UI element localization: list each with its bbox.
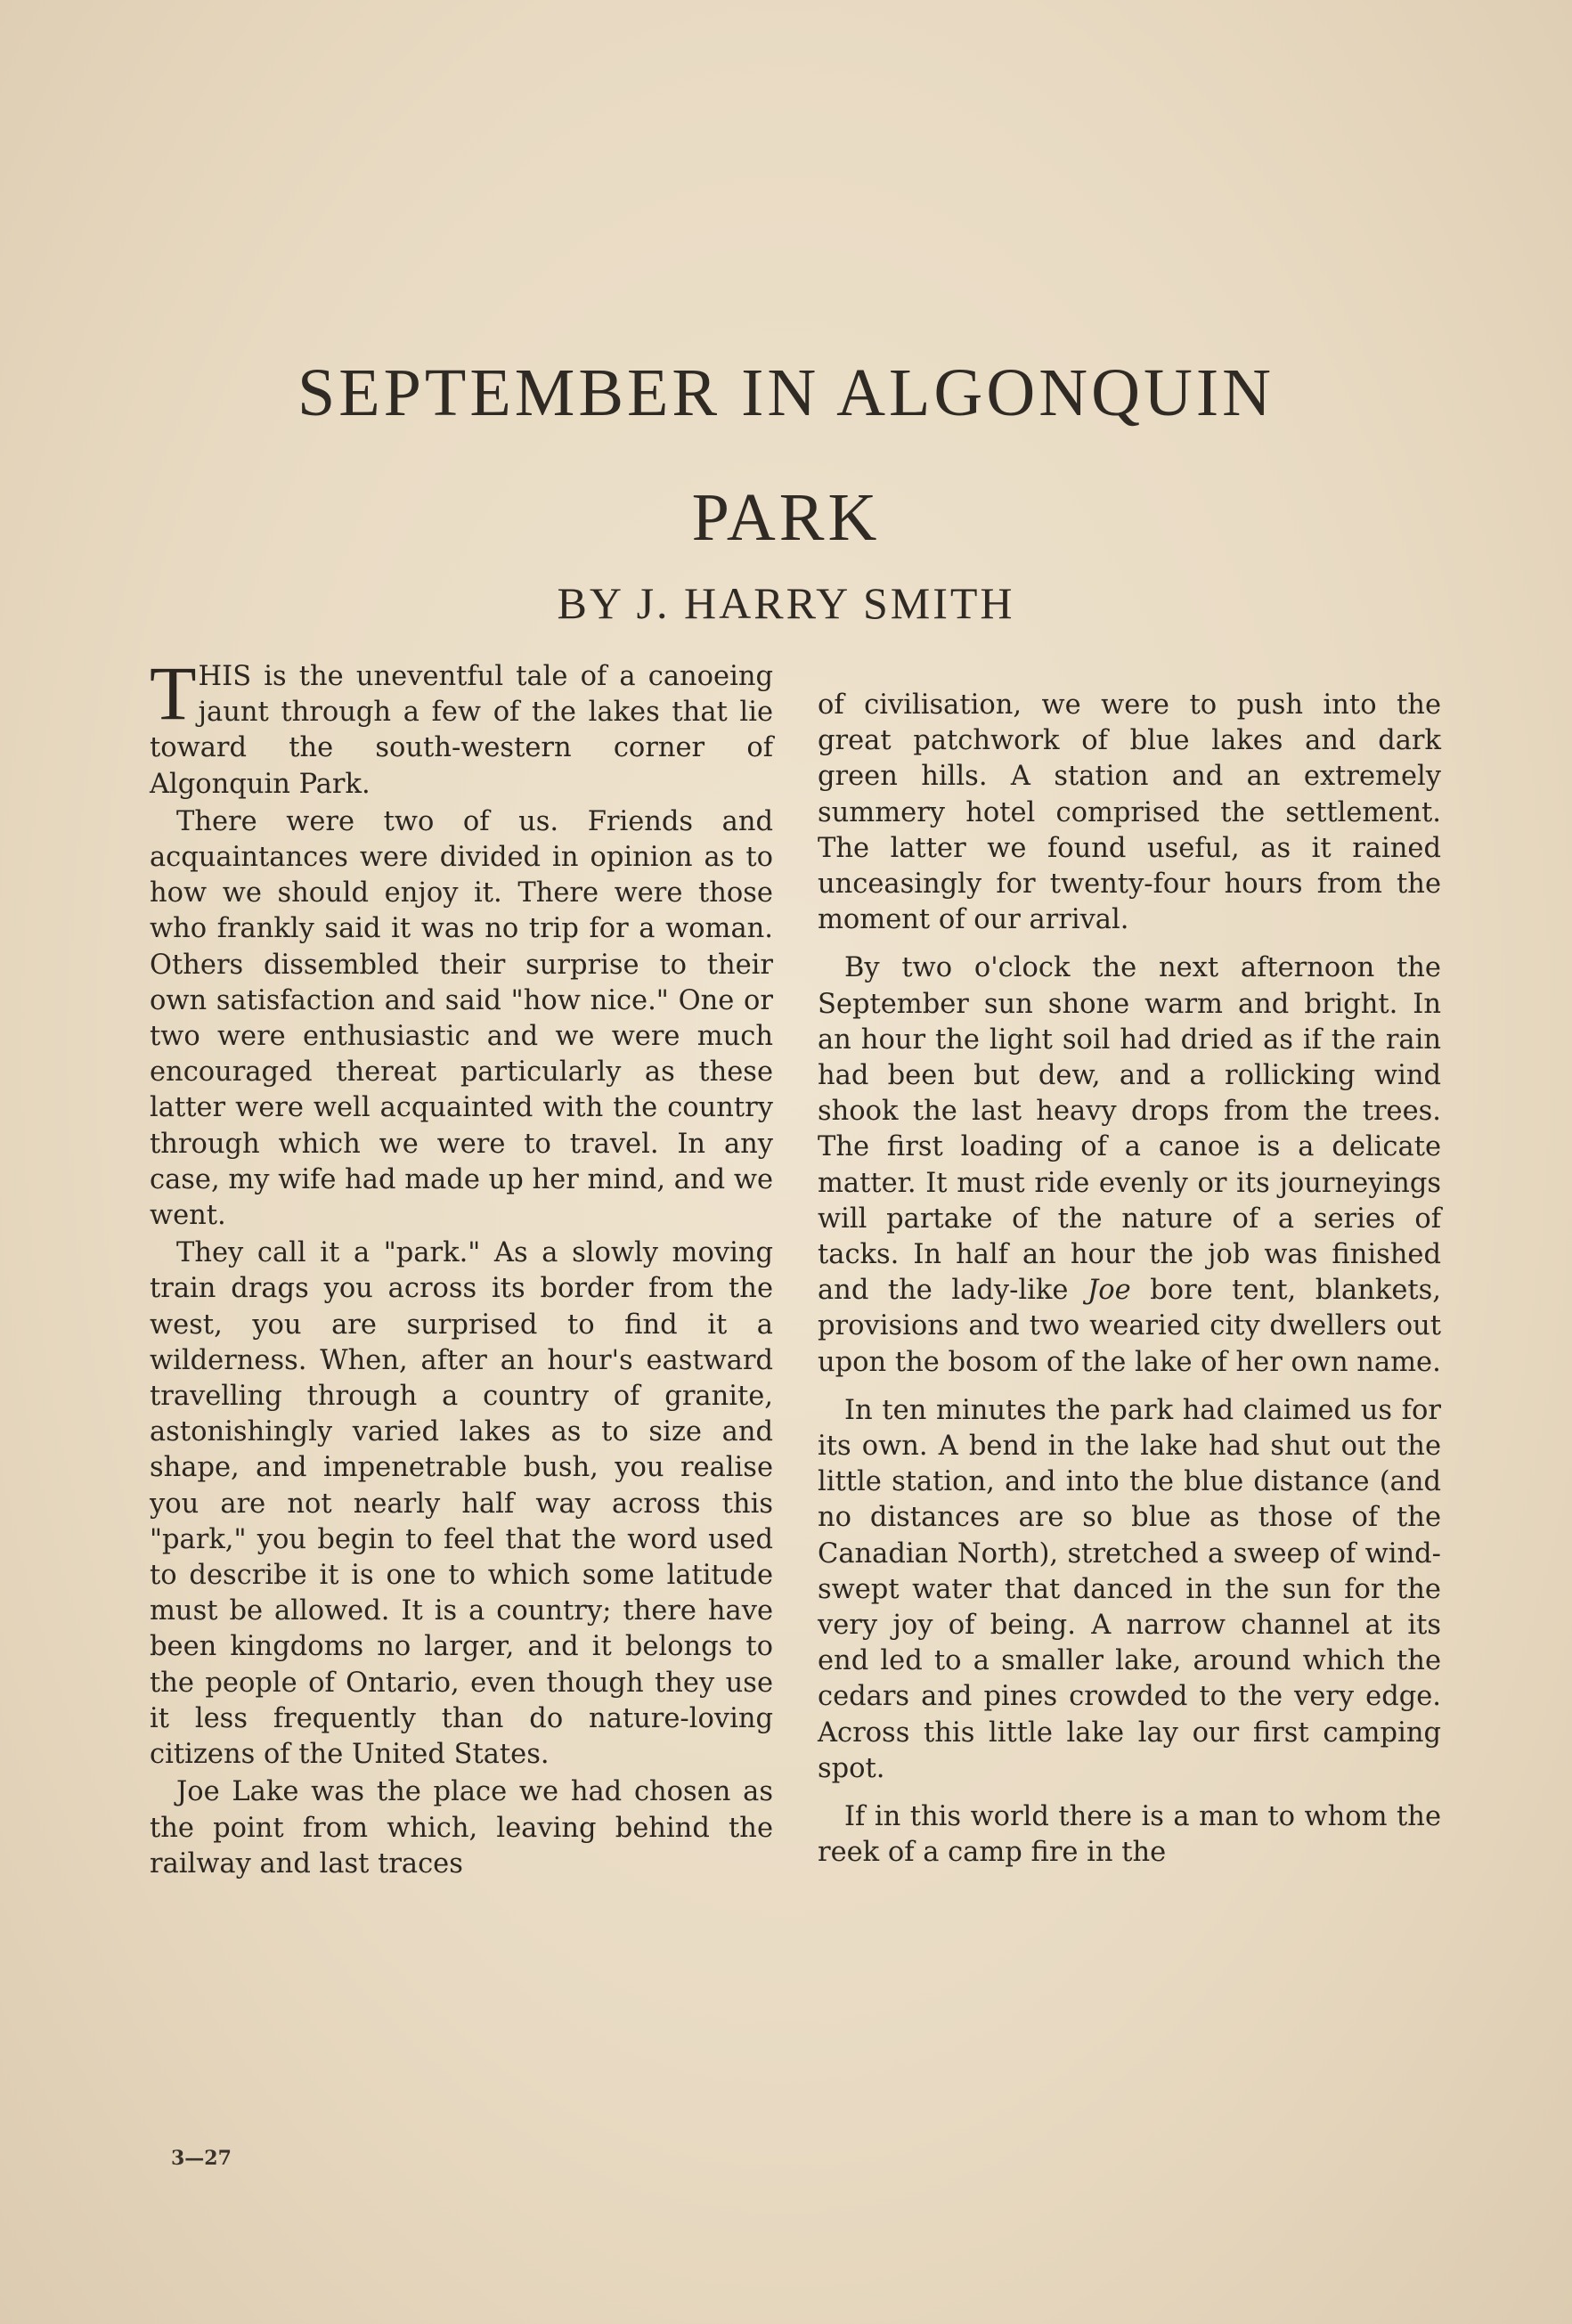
left-text-column [150,650,773,1882]
article-title-line-1: SEPTEMBER IN ALGONQUIN [297,355,1275,430]
paragraph-afternoon [818,950,1441,1380]
right-text-column [818,688,1441,1871]
paragraph-civilisation: of civilisation, we were to push into the great patchwork of blue lakes and dark green hills. A station and an extremely summery hotel comprised the settlement. The latter we found useful, as it rained unceasingly for twenty-four hours from the moment of our arrival. [818,689,1441,936]
paragraph-afternoon-text-b: bore tent, blankets, provisions and two wearied city dwellers out upon the bosom of the lake of her own name. [818,1275,1441,1378]
paragraph-intro-text: HIS is the uneventful tale of a canoeing jaunt through a few of the lakes that lie toward the south-western corner of Algonquin Park. [150,661,773,800]
paragraph-camp-fire: If in this world there is a man to whom the reek of a camp fire in the [818,1801,1441,1869]
paragraph-intro [150,650,773,803]
paragraph-two-of-us: There were two of us. Friends and acquaintances were divided in opinion as to how we should enjoy it. There were those who frankly said it was no trip for a woman. Others dissembled their surprise to their own satisfaction and said "how nice." One or two were enthusiastic and we were much encouraged thereat particularly as these latter were well acquainted with the country through which we were to travel. In any case, my wife had made up her mind, and we went. [150,805,773,1232]
paragraph-afternoon-text-a: By two o'clock the next afternoon the September sun shone warm and bright. In an hour the light soil had dried as if the rain had been but dew, and a rollicking wind shook the last heavy drops from the trees. The first loading of a canoe is a delicate matter. It must ride evenly or its journeyings will partake of the nature of a series of tacks. In half an hour the job was finished and the lady-like [818,952,1441,1307]
paragraph-park: They call it a "park." As a slowly moving train drags you across its border from the west, you are surprised to find it a wilderness. When, after an hour's eastward travelling through a country of granite, astonishingly varied lakes as to size and shape, and impenetrable bush, you realise you are not nearly half way across this "park," you begin to feel that the word used to describe it is one to which some latitude must be allowed. It is a country; there have been kingdoms no larger, and it belongs to the people of Ontario, even though they use it less frequently than do nature-loving citizens of the United States. [150,1237,773,1771]
boat-name-italic: Joe [1087,1275,1131,1307]
paragraph-ten-minutes: In ten minutes the park had claimed us for its own. A bend in the lake had shut out the little station, and into the blue distance (and no distances are so blue as those of the Canadian North), stretched a sweep of wind-swept water that danced in the sun for the very joy of being. A narrow channel at its end led to a smaller lake, around which the cedars and pines crowded to the very edge. Across this little lake lay our first camping spot. [818,1394,1441,1784]
article-title-line-2: PARK [691,480,881,555]
paragraph-joe-lake: Joe Lake was the place we had chosen as the point from which, leaving behind the railway and last traces [150,1776,773,1880]
page-folio: 3—27 [171,2147,232,2170]
drop-cap: T [150,650,197,736]
author-byline: BY J. HARRY SMITH [557,578,1015,628]
